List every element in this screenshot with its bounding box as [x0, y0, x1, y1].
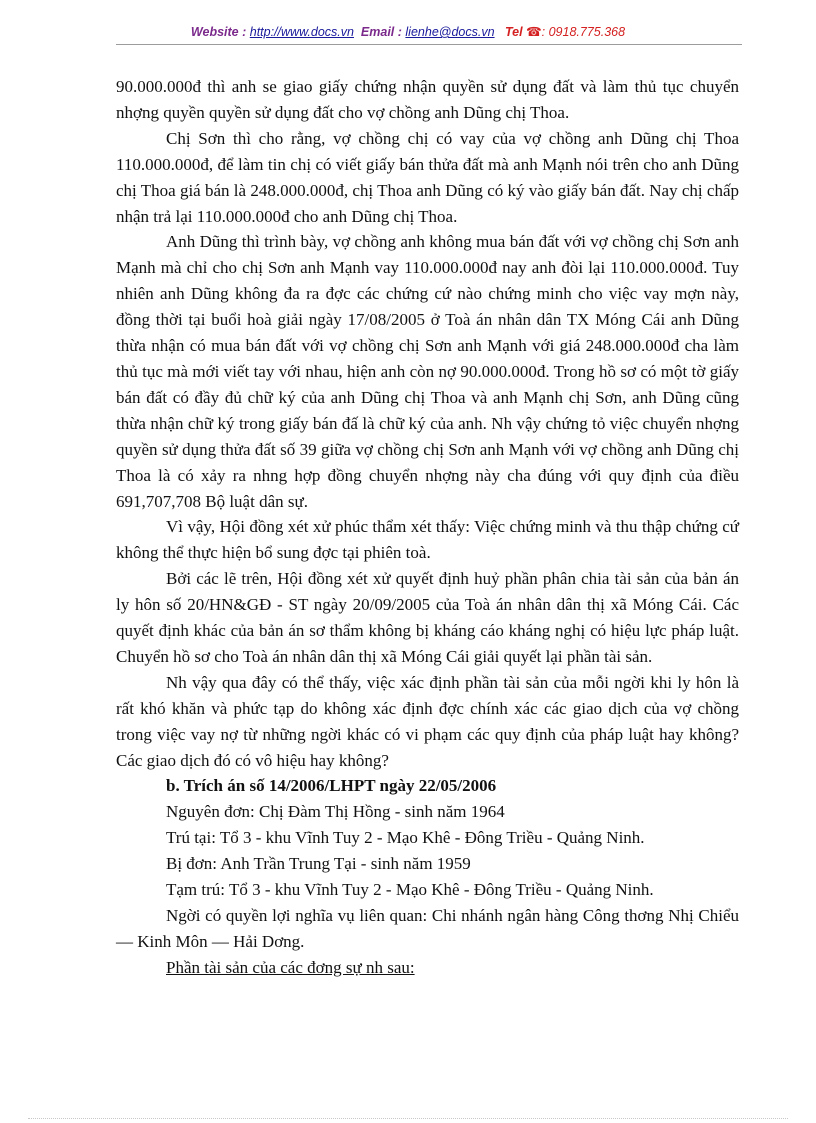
- paragraph-2: Chị Sơn thì cho rằng, vợ chồng chị có vay của vợ chồng anh Dũng chị Thoa 110.000.000đ, để làm tin chị có viết giấy bán thửa đất mà anh Mạnh nói trên cho anh Dũng chị Thoa giá bán là 248.000.000đ, chị Thoa anh Dũng có ký vào giấy bán đất. Nay chị chấp nhận trả lại 110.000.000đ cho anh Dũng chị Thoa.: [116, 128, 739, 226]
- document-body: [116, 74, 739, 981]
- paragraph-6: Nh vậy qua đây có thể thấy, việc xác định phần tài sản của mỗi ngời khi ly hôn là rất khó khăn và phức tạp do không xác định đợc chính xác các giao dịch của vợ chồng trong việc vay nợ từ những ngời khác có vi phạm các quy định của pháp luật hay không? Các giao dịch đó có vô hiệu hay không?: [116, 672, 739, 770]
- paragraph-1: 90.000.000đ thì anh se giao giấy chứng nhận quyền sử dụng đất và làm thủ tục chuyển nhợng quyền quyền sử dụng đất cho vợ chồng anh Dũng chị Thoa.: [116, 77, 739, 122]
- website-link[interactable]: http://www.docs.vn: [249, 25, 354, 39]
- related-party: Ngời có quyền lợi nghĩa vụ liên quan: Chi nhánh ngân hàng Công thơng Nhị Chiểu — Kinh Môn — Hải Dơng.: [116, 906, 739, 951]
- paragraph-4: Vì vậy, Hội đồng xét xử phúc thẩm xét thấy: Việc chứng minh và thu thập chứng cứ không thể thực hiện bổ sung đợc tại phiên toà.: [116, 517, 739, 563]
- email-link[interactable]: lienhe@docs.vn: [405, 25, 495, 39]
- phone-icon: ☎: [526, 25, 542, 39]
- paragraph-3: Anh Dũng thì trình bày, vợ chồng anh không mua bán đất với vợ chồng chị Sơn anh Mạnh mà chỉ cho chị Sơn anh Mạnh vay 110.000.000đ nay anh đòi lại 110.000.000đ. Tuy nhiên anh Dũng không đa ra đợc các chứng cứ nào chứng minh cho việc vay mợn này, đồng thời tại buổi hoà giải ngày 17/08/2005 ở Toà án nhân dân TX Móng Cái anh Dũng thừa nhận có mua bán đất với vợ chồng chị Sơn anh Mạnh với giá 248.000.000đ cha làm thủ tục mà mới viết tay với nhau, hiện anh còn nợ 90.000.000đ. Trong hồ sơ có một tờ giấy bán đất có đầy đủ chữ ký của anh Dũng chị Thoa và anh Mạnh chị Sơn, anh Dũng cũng thừa nhận chữ ký trong giấy bán đấ là chữ ký của anh. Nh vậy chứng tỏ việc chuyển nhợng quyền sử dụng thửa đất số 39 giữa vợ chồng chị Sơn anh Mạnh với vợ chồng anh Dũng chị Thoa là có xảy ra nhng hợp đồng chuyển nhợng này cha đúng với quy định của điều 691,707,708 Bộ luật dân sự.: [116, 232, 739, 511]
- paragraph-5: Bởi các lẽ trên, Hội đồng xét xử quyết định huỷ phần phân chia tài sản của bản án ly hôn số 20/HN&GĐ - ST ngày 20/09/2005 của Toà án nhân dân thị xã Móng Cái. Các quyết định khác của bản án sơ thẩm không bị kháng cáo kháng nghị có hiệu lực pháp luật. Chuyển hồ sơ cho Toà án nhân dân thị xã Móng Cái giải quyết lại phần tài sản.: [116, 569, 739, 666]
- case-heading: b. Trích án số 14/2006/LHPT ngày 22/05/2006: [166, 776, 497, 796]
- plaintiff-line: Nguyên đơn: Chị Đàm Thị Hồng - sinh năm 1964: [166, 802, 505, 822]
- defendant-line: Bị đơn: Anh Trần Trung Tại - sinh năm 1959: [166, 854, 471, 874]
- header-divider: [116, 44, 742, 45]
- footer-divider: [28, 1118, 788, 1119]
- defendant-address: Tạm trú: Tổ 3 - khu Vĩnh Tuy 2 - Mạo Khê - Đông Triều - Quảng Ninh.: [166, 880, 654, 900]
- assets-heading: Phần tài sản của các đơng sự nh sau:: [166, 957, 415, 977]
- tel-label: Tel: [504, 25, 523, 39]
- email-label: Email :: [360, 25, 402, 39]
- page-header: [0, 24, 816, 39]
- plaintiff-address: Trú tại: Tổ 3 - khu Vĩnh Tuy 2 - Mạo Khê - Đông Triều - Quảng Ninh.: [166, 828, 645, 848]
- tel-number: : 0918.775.368: [541, 25, 626, 39]
- website-label: Website :: [190, 25, 247, 39]
